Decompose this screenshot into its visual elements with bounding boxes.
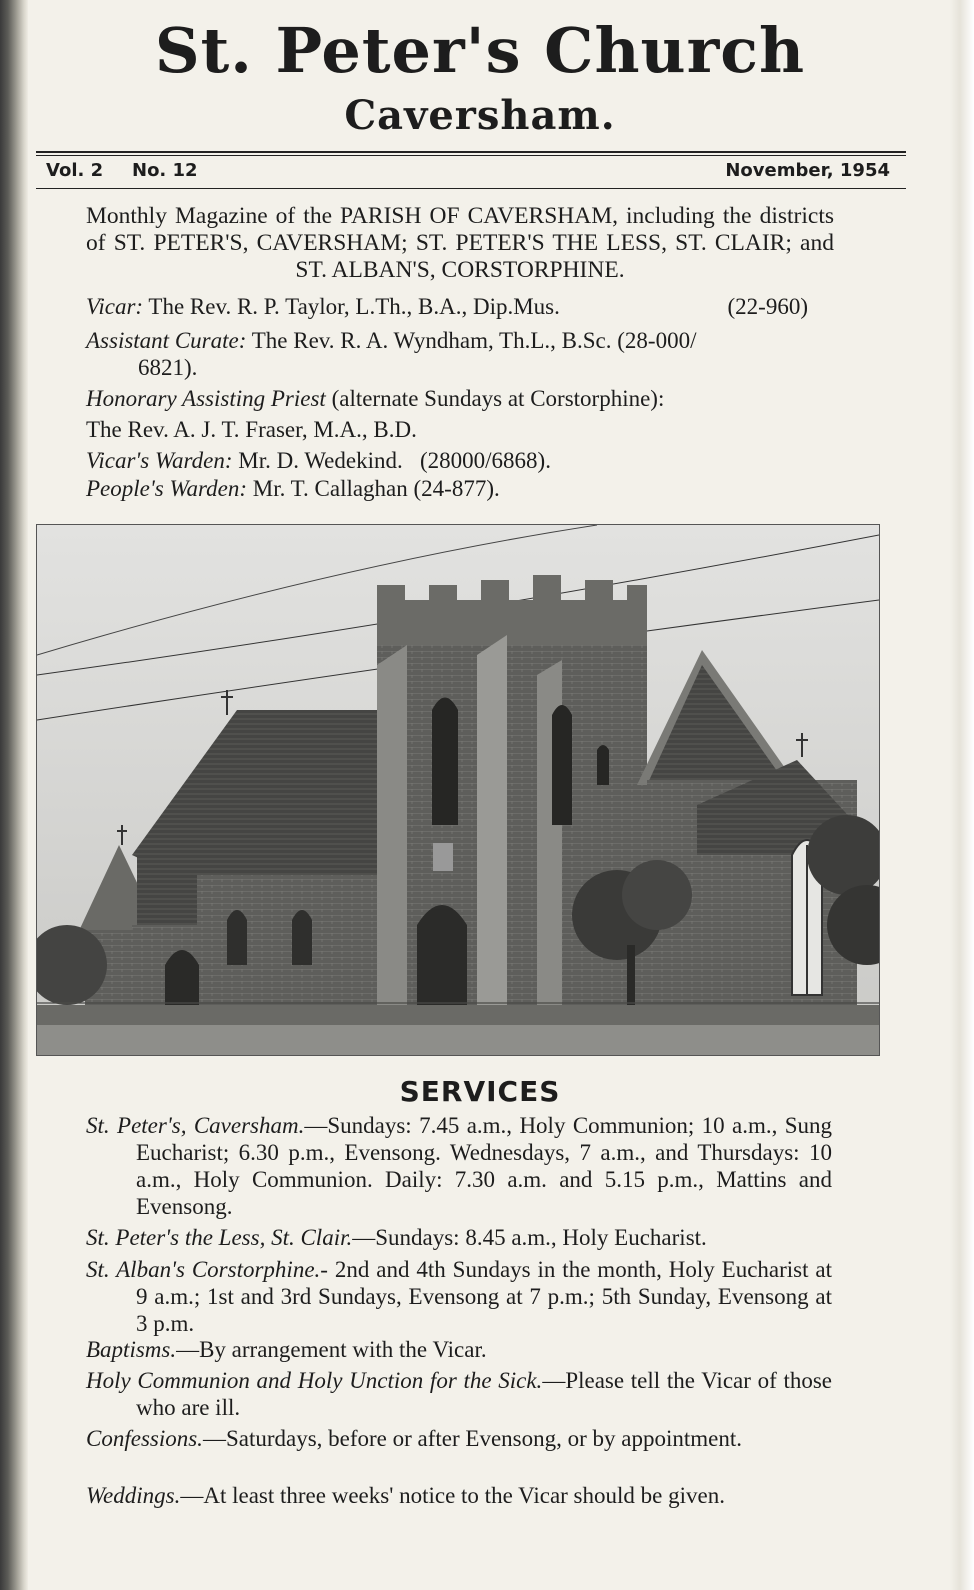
church-photograph — [36, 524, 880, 1056]
issue-date: November, 1954 — [725, 160, 890, 181]
service-text: —Saturdays, before or after Evensong, or by appointment. — [202, 1426, 743, 1451]
curate-line — [86, 327, 836, 355]
service-text: —By arrangement with the Vicar. — [176, 1337, 487, 1362]
service-item — [86, 1224, 832, 1251]
vicars-warden-text: Mr. D. Wedekind. — [238, 448, 403, 473]
vicar-line — [86, 293, 836, 321]
peoples-warden-text: Mr. T. Callaghan (24-877). — [252, 476, 500, 501]
honorary-line — [86, 385, 836, 413]
service-lead: Confessions. — [86, 1426, 203, 1451]
honorary-label: Honorary Assisting Priest — [86, 386, 326, 411]
masthead-title: St. Peter's Church — [154, 14, 806, 87]
service-item — [86, 1112, 832, 1220]
service-text: —Please tell the Vicar of those who are ill. — [136, 1368, 832, 1420]
divider — [36, 155, 906, 156]
service-lead: St. Peter's the Less, St. Clair. — [86, 1225, 353, 1250]
vicars-warden-phone: (28000/6868). — [420, 448, 551, 473]
service-text: —At least three weeks' notice to the Vicar should be given. — [180, 1483, 725, 1508]
service-lead: St. Peter's, Caversham. — [86, 1113, 305, 1138]
vicar-phone: (22-960) — [727, 294, 808, 319]
issue-line — [46, 160, 890, 186]
service-text: - 2nd and 4th Sundays in the month, Holy Eucharist at 9 a.m.; 1st and 3rd Sundays, Evensong at 7 p.m.; 5th Sunday, Evensong at 3 p.m. — [136, 1257, 833, 1336]
issue-number: No. 12 — [132, 160, 198, 181]
curate-text: The Rev. R. A. Wyndham, Th.L., B.Sc. (28-000/ — [251, 328, 697, 353]
intro-paragraph: Monthly Magazine of the PARISH OF CAVERSHAM, including the districts of ST. PETER'S, CAVERSHAM; ST. PETER'S THE LESS, ST. CLAIR; and ST. ALBAN'S, CORSTORPHINE. — [86, 203, 834, 283]
service-item — [86, 1482, 832, 1509]
divider — [36, 188, 906, 189]
honorary-name: The Rev. A. J. T. Fraser, M.A., B.D. — [86, 417, 417, 442]
volume: Vol. 2 — [46, 160, 104, 181]
peoples-warden-line — [86, 475, 836, 503]
curate-label: Assistant Curate: — [86, 328, 247, 353]
divider — [36, 151, 906, 153]
book-binding — [0, 0, 28, 1590]
service-item — [86, 1367, 832, 1421]
vicars-warden-line — [86, 447, 836, 475]
services-heading: SERVICES — [399, 1075, 561, 1108]
service-lead: Holy Communion and Holy Unction for the Sick. — [86, 1368, 543, 1393]
service-item — [86, 1425, 832, 1452]
page-edge — [950, 0, 974, 1590]
vicar-label: Vicar: — [86, 294, 144, 319]
honorary-text: (alternate Sundays at Corstorphine): — [331, 386, 665, 411]
service-item — [86, 1336, 832, 1363]
vicars-warden-label: Vicar's Warden: — [86, 448, 233, 473]
service-item — [86, 1256, 832, 1337]
curate-text-2: 6821). — [138, 355, 198, 380]
service-text: —Sundays: 8.45 a.m., Holy Eucharist. — [352, 1225, 707, 1250]
curate-line-2 — [86, 354, 836, 382]
vicar-text: The Rev. R. P. Taylor, L.Th., B.A., Dip.Mus. — [148, 294, 560, 319]
masthead-subtitle: Caversham. — [344, 92, 616, 139]
service-lead: St. Alban's Corstorphine. — [86, 1257, 321, 1282]
service-lead: Weddings. — [86, 1483, 181, 1508]
peoples-warden-label: People's Warden: — [86, 476, 247, 501]
service-text: —Sundays: 7.45 a.m., Holy Communion; 10 a.m., Sung Eucharist; 6.30 p.m., Evensong. Wednesdays, 7 a.m., and Thursdays: 10 a.m., Holy Communion. Daily: 7.30 a.m. and 5.15 p.m., Mattins and Evensong. — [136, 1113, 833, 1219]
service-lead: Baptisms. — [86, 1337, 177, 1362]
